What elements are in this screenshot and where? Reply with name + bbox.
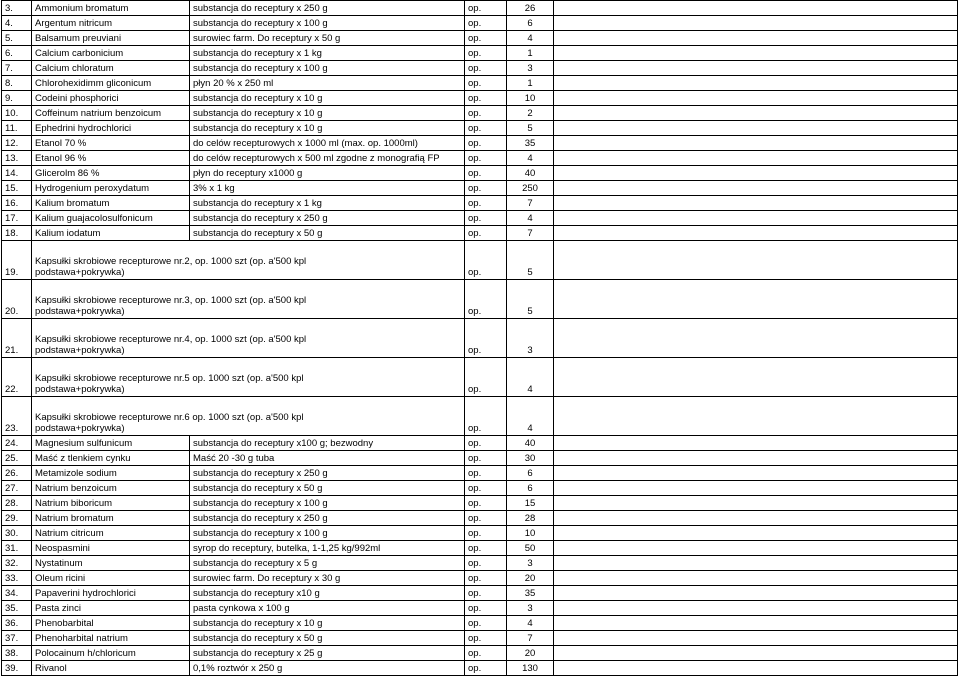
unit: op. xyxy=(465,646,507,661)
product-name: Pasta zinci xyxy=(32,601,190,616)
table-row xyxy=(2,151,958,166)
product-name: Hydrogenium peroxydatum xyxy=(32,181,190,196)
quantity: 5 xyxy=(507,121,554,136)
unit: op. xyxy=(465,496,507,511)
row-number: 19. xyxy=(2,241,32,280)
product-description: substancja do receptury x100 g; bezwodny xyxy=(190,436,465,451)
product-description: substancja do receptury x 50 g xyxy=(190,631,465,646)
quantity: 5 xyxy=(507,241,554,280)
unit: op. xyxy=(465,541,507,556)
quantity: 4 xyxy=(507,358,554,397)
quantity: 40 xyxy=(507,166,554,181)
empty-cell xyxy=(554,631,958,646)
unit: op. xyxy=(465,61,507,76)
row-number: 29. xyxy=(2,511,32,526)
product-name: Balsamum preuviani xyxy=(32,31,190,46)
row-number: 7. xyxy=(2,61,32,76)
table-row xyxy=(2,397,958,436)
product-name: Kapsułki skrobiowe recepturowe nr.2, op. 1000 szt (op. a'500 kpl podstawa+pokrywka) xyxy=(32,241,465,280)
quantity: 40 xyxy=(507,436,554,451)
table-row xyxy=(2,61,958,76)
row-number: 24. xyxy=(2,436,32,451)
product-name: Coffeinum natrium benzoicum xyxy=(32,106,190,121)
product-description: syrop do receptury, butelka, 1-1,25 kg/992ml xyxy=(190,541,465,556)
unit: op. xyxy=(465,358,507,397)
row-number: 32. xyxy=(2,556,32,571)
product-name: Metamizole sodium xyxy=(32,466,190,481)
unit: op. xyxy=(465,181,507,196)
quantity: 1 xyxy=(507,46,554,61)
unit: op. xyxy=(465,211,507,226)
row-number: 21. xyxy=(2,319,32,358)
product-description: substancja do receptury x 10 g xyxy=(190,616,465,631)
table-row xyxy=(2,646,958,661)
product-name: Calcium carbonicium xyxy=(32,46,190,61)
empty-cell xyxy=(554,646,958,661)
product-name: Ephedrini hydrochlorici xyxy=(32,121,190,136)
table-row xyxy=(2,511,958,526)
quantity: 130 xyxy=(507,661,554,676)
product-name: Glicerolm 86 % xyxy=(32,166,190,181)
row-number: 4. xyxy=(2,16,32,31)
product-name: Natrium citricum xyxy=(32,526,190,541)
unit: op. xyxy=(465,661,507,676)
empty-cell xyxy=(554,211,958,226)
product-description: substancja do receptury x 25 g xyxy=(190,646,465,661)
empty-cell xyxy=(554,76,958,91)
unit: op. xyxy=(465,136,507,151)
empty-cell xyxy=(554,511,958,526)
table-row xyxy=(2,661,958,676)
product-name: Rivanol xyxy=(32,661,190,676)
unit: op. xyxy=(465,91,507,106)
product-description: substancja do receptury x 1 kg xyxy=(190,196,465,211)
unit: op. xyxy=(465,556,507,571)
empty-cell xyxy=(554,280,958,319)
product-name: Kalium guajacolosulfonicum xyxy=(32,211,190,226)
table-row xyxy=(2,1,958,16)
row-number: 22. xyxy=(2,358,32,397)
table-row xyxy=(2,319,958,358)
table-row xyxy=(2,46,958,61)
unit: op. xyxy=(465,571,507,586)
quantity: 35 xyxy=(507,586,554,601)
quantity: 4 xyxy=(507,151,554,166)
product-name: Phenobarbital xyxy=(32,616,190,631)
row-number: 37. xyxy=(2,631,32,646)
table-row xyxy=(2,481,958,496)
empty-cell xyxy=(554,91,958,106)
quantity: 4 xyxy=(507,211,554,226)
table-row xyxy=(2,241,958,280)
unit: op. xyxy=(465,1,507,16)
table-row xyxy=(2,91,958,106)
product-description: substancja do receptury x10 g xyxy=(190,586,465,601)
row-number: 33. xyxy=(2,571,32,586)
unit: op. xyxy=(465,451,507,466)
product-name: Natrium benzoicum xyxy=(32,481,190,496)
empty-cell xyxy=(554,61,958,76)
table-row xyxy=(2,526,958,541)
row-number: 35. xyxy=(2,601,32,616)
row-number: 23. xyxy=(2,397,32,436)
quantity: 6 xyxy=(507,466,554,481)
product-description: substancja do receptury x 250 g xyxy=(190,211,465,226)
empty-cell xyxy=(554,541,958,556)
row-number: 15. xyxy=(2,181,32,196)
product-description: surowiec farm. Do receptury x 50 g xyxy=(190,31,465,46)
empty-cell xyxy=(554,526,958,541)
row-number: 9. xyxy=(2,91,32,106)
row-number: 20. xyxy=(2,280,32,319)
product-name: Kapsułki skrobiowe recepturowe nr.5 op. 1000 szt (op. a'500 kpl podstawa+pokrywka) xyxy=(32,358,465,397)
table-row xyxy=(2,358,958,397)
table-row xyxy=(2,31,958,46)
quantity: 4 xyxy=(507,616,554,631)
table-row xyxy=(2,601,958,616)
quantity: 20 xyxy=(507,571,554,586)
table-row xyxy=(2,466,958,481)
product-description: 0,1% roztwór x 250 g xyxy=(190,661,465,676)
empty-cell xyxy=(554,319,958,358)
product-description: substancja do receptury x 100 g xyxy=(190,16,465,31)
product-name: Etanol 96 % xyxy=(32,151,190,166)
product-description: surowiec farm. Do receptury x 30 g xyxy=(190,571,465,586)
empty-cell xyxy=(554,31,958,46)
unit: op. xyxy=(465,76,507,91)
unit: op. xyxy=(465,631,507,646)
unit: op. xyxy=(465,241,507,280)
product-name: Nystatinum xyxy=(32,556,190,571)
unit: op. xyxy=(465,226,507,241)
product-table xyxy=(1,0,958,676)
quantity: 30 xyxy=(507,451,554,466)
quantity: 7 xyxy=(507,631,554,646)
product-description: substancja do receptury x 50 g xyxy=(190,481,465,496)
table-row xyxy=(2,436,958,451)
empty-cell xyxy=(554,451,958,466)
product-description: substancja do receptury x 10 g xyxy=(190,106,465,121)
row-number: 5. xyxy=(2,31,32,46)
quantity: 28 xyxy=(507,511,554,526)
row-number: 36. xyxy=(2,616,32,631)
product-description: substancja do receptury x 10 g xyxy=(190,91,465,106)
empty-cell xyxy=(554,397,958,436)
empty-cell xyxy=(554,586,958,601)
row-number: 34. xyxy=(2,586,32,601)
quantity: 7 xyxy=(507,196,554,211)
product-name: Chlorohexidimm gliconicum xyxy=(32,76,190,91)
row-number: 16. xyxy=(2,196,32,211)
product-description: pasta cynkowa x 100 g xyxy=(190,601,465,616)
product-name: Codeini phosphorici xyxy=(32,91,190,106)
unit: op. xyxy=(465,151,507,166)
product-description: substancja do receptury x 1 kg xyxy=(190,46,465,61)
empty-cell xyxy=(554,571,958,586)
quantity: 6 xyxy=(507,16,554,31)
empty-cell xyxy=(554,196,958,211)
quantity: 3 xyxy=(507,601,554,616)
empty-cell xyxy=(554,496,958,511)
empty-cell xyxy=(554,181,958,196)
table-row xyxy=(2,556,958,571)
unit: op. xyxy=(465,397,507,436)
product-name: Maść z tlenkiem cynku xyxy=(32,451,190,466)
quantity: 4 xyxy=(507,31,554,46)
product-name: Kalium iodatum xyxy=(32,226,190,241)
row-number: 38. xyxy=(2,646,32,661)
product-name: Etanol 70 % xyxy=(32,136,190,151)
unit: op. xyxy=(465,586,507,601)
unit: op. xyxy=(465,601,507,616)
unit: op. xyxy=(465,121,507,136)
table-row xyxy=(2,121,958,136)
product-name: Calcium chloratum xyxy=(32,61,190,76)
row-number: 31. xyxy=(2,541,32,556)
row-number: 12. xyxy=(2,136,32,151)
product-name: Natrium biboricum xyxy=(32,496,190,511)
product-description: substancja do receptury x 100 g xyxy=(190,526,465,541)
row-number: 26. xyxy=(2,466,32,481)
product-name: Polocainum h/chloricum xyxy=(32,646,190,661)
table-row xyxy=(2,541,958,556)
empty-cell xyxy=(554,436,958,451)
product-name: Kapsułki skrobiowe recepturowe nr.3, op. 1000 szt (op. a'500 kpl podstawa+pokrywka) xyxy=(32,280,465,319)
product-description: do celów recepturowych x 500 ml zgodne z monografią FP xyxy=(190,151,465,166)
product-name: Magnesium sulfunicum xyxy=(32,436,190,451)
row-number: 6. xyxy=(2,46,32,61)
product-name: Papaverini hydrochlorici xyxy=(32,586,190,601)
row-number: 13. xyxy=(2,151,32,166)
unit: op. xyxy=(465,481,507,496)
empty-cell xyxy=(554,106,958,121)
unit: op. xyxy=(465,46,507,61)
quantity: 50 xyxy=(507,541,554,556)
quantity: 7 xyxy=(507,226,554,241)
empty-cell xyxy=(554,16,958,31)
quantity: 10 xyxy=(507,91,554,106)
row-number: 28. xyxy=(2,496,32,511)
empty-cell xyxy=(554,46,958,61)
unit: op. xyxy=(465,511,507,526)
quantity: 3 xyxy=(507,319,554,358)
unit: op. xyxy=(465,319,507,358)
row-number: 30. xyxy=(2,526,32,541)
empty-cell xyxy=(554,241,958,280)
product-description: substancja do receptury x 250 g xyxy=(190,466,465,481)
quantity: 5 xyxy=(507,280,554,319)
empty-cell xyxy=(554,121,958,136)
row-number: 17. xyxy=(2,211,32,226)
product-name: Ammonium bromatum xyxy=(32,1,190,16)
table-row xyxy=(2,586,958,601)
quantity: 3 xyxy=(507,61,554,76)
table-row xyxy=(2,280,958,319)
table-row xyxy=(2,631,958,646)
table-row xyxy=(2,166,958,181)
quantity: 26 xyxy=(507,1,554,16)
quantity: 2 xyxy=(507,106,554,121)
product-description: substancja do receptury x 250 g xyxy=(190,1,465,16)
empty-cell xyxy=(554,466,958,481)
table-row xyxy=(2,16,958,31)
table-row xyxy=(2,211,958,226)
product-name: Argentum nitricum xyxy=(32,16,190,31)
unit: op. xyxy=(465,526,507,541)
empty-cell xyxy=(554,136,958,151)
empty-cell xyxy=(554,226,958,241)
product-name: Neospasmini xyxy=(32,541,190,556)
product-description: Maść 20 -30 g tuba xyxy=(190,451,465,466)
product-name: Natrium bromatum xyxy=(32,511,190,526)
quantity: 15 xyxy=(507,496,554,511)
product-name: Kalium bromatum xyxy=(32,196,190,211)
unit: op. xyxy=(465,436,507,451)
empty-cell xyxy=(554,601,958,616)
row-number: 11. xyxy=(2,121,32,136)
product-description: substancja do receptury x 10 g xyxy=(190,121,465,136)
empty-cell xyxy=(554,151,958,166)
table-row xyxy=(2,226,958,241)
empty-cell xyxy=(554,616,958,631)
table-row xyxy=(2,196,958,211)
product-name: Kapsułki skrobiowe recepturowe nr.6 op. 1000 szt (op. a'500 kpl podstawa+pokrywka) xyxy=(32,397,465,436)
table-row xyxy=(2,496,958,511)
empty-cell xyxy=(554,661,958,676)
table-row xyxy=(2,616,958,631)
unit: op. xyxy=(465,196,507,211)
quantity: 20 xyxy=(507,646,554,661)
empty-cell xyxy=(554,481,958,496)
row-number: 27. xyxy=(2,481,32,496)
empty-cell xyxy=(554,1,958,16)
product-name: Phenoharbital natrium xyxy=(32,631,190,646)
row-number: 18. xyxy=(2,226,32,241)
row-number: 8. xyxy=(2,76,32,91)
product-description: substancja do receptury x 50 g xyxy=(190,226,465,241)
product-description: substancja do receptury x 250 g xyxy=(190,511,465,526)
quantity: 10 xyxy=(507,526,554,541)
quantity: 250 xyxy=(507,181,554,196)
row-number: 3. xyxy=(2,1,32,16)
table-row xyxy=(2,571,958,586)
quantity: 3 xyxy=(507,556,554,571)
product-description: do celów recepturowych x 1000 ml (max. op. 1000ml) xyxy=(190,136,465,151)
quantity: 6 xyxy=(507,481,554,496)
table-row xyxy=(2,451,958,466)
unit: op. xyxy=(465,280,507,319)
quantity: 35 xyxy=(507,136,554,151)
empty-cell xyxy=(554,556,958,571)
empty-cell xyxy=(554,358,958,397)
product-description: substancja do receptury x 5 g xyxy=(190,556,465,571)
unit: op. xyxy=(465,106,507,121)
product-name: Oleum ricini xyxy=(32,571,190,586)
product-description: 3% x 1 kg xyxy=(190,181,465,196)
product-description: płyn do receptury x1000 g xyxy=(190,166,465,181)
quantity: 4 xyxy=(507,397,554,436)
quantity: 1 xyxy=(507,76,554,91)
empty-cell xyxy=(554,166,958,181)
table-row xyxy=(2,181,958,196)
product-description: substancja do receptury x 100 g xyxy=(190,496,465,511)
row-number: 25. xyxy=(2,451,32,466)
row-number: 39. xyxy=(2,661,32,676)
row-number: 14. xyxy=(2,166,32,181)
unit: op. xyxy=(465,466,507,481)
table-row xyxy=(2,136,958,151)
product-name: Kapsułki skrobiowe recepturowe nr.4, op. 1000 szt (op. a'500 kpl podstawa+pokrywka) xyxy=(32,319,465,358)
unit: op. xyxy=(465,616,507,631)
table-row xyxy=(2,106,958,121)
unit: op. xyxy=(465,31,507,46)
unit: op. xyxy=(465,16,507,31)
product-description: substancja do receptury x 100 g xyxy=(190,61,465,76)
table-row xyxy=(2,76,958,91)
product-description: płyn 20 % x 250 ml xyxy=(190,76,465,91)
row-number: 10. xyxy=(2,106,32,121)
unit: op. xyxy=(465,166,507,181)
